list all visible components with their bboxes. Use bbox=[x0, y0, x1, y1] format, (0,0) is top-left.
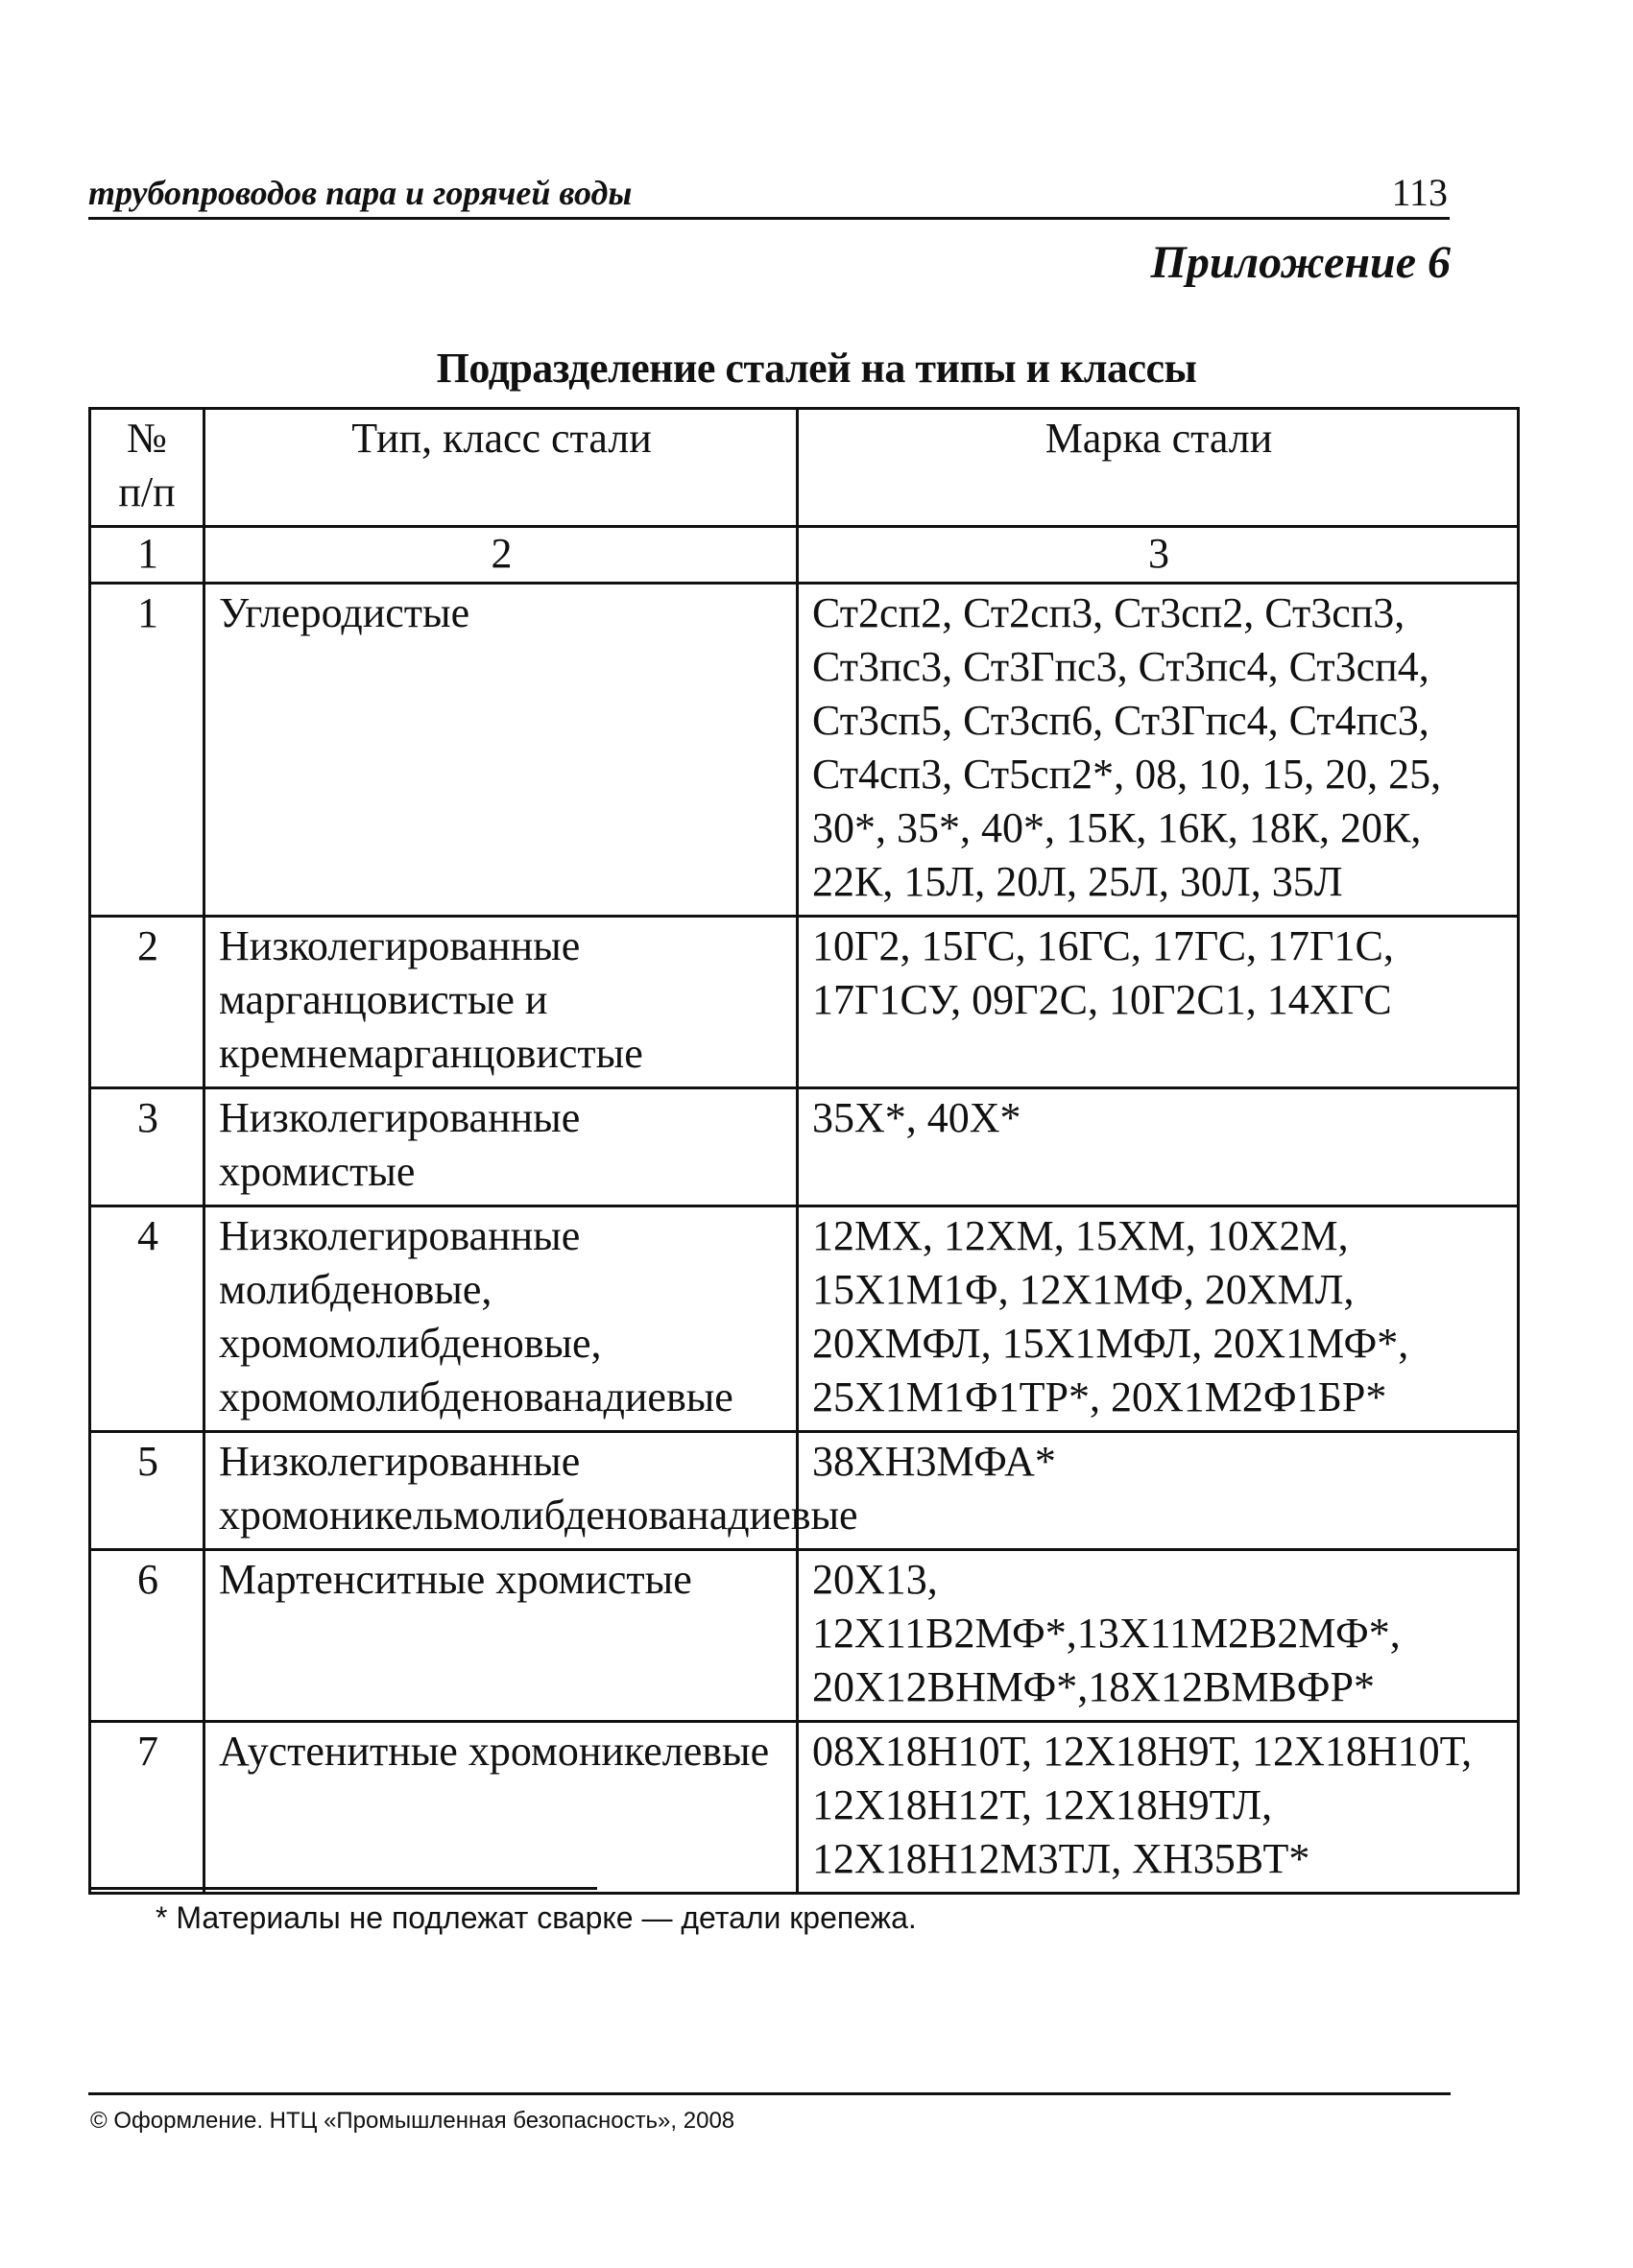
footer-divider bbox=[88, 2092, 1451, 2095]
steel-grades: 08Х18Н10Т, 12Х18Н9Т, 12Х18Н10Т, 12Х18Н12Т, 12Х18Н9ТЛ, 12Х18Н12М3ТЛ, ХН35ВТ* bbox=[798, 1722, 1519, 1894]
steel-type: Низколегированные хромоникельмолибденованадиевые bbox=[204, 1432, 798, 1550]
copyright-notice: © Оформление. НТЦ «Промышленная безопасность», 2008 bbox=[90, 2108, 735, 2134]
column-header-type: Тип, класс стали bbox=[204, 409, 798, 527]
row-number: 2 bbox=[90, 917, 204, 1088]
column-header-number-line2: п/п bbox=[118, 468, 176, 515]
running-title: трубопроводов пара и горячей воды bbox=[88, 174, 633, 212]
row-number: 6 bbox=[90, 1550, 204, 1722]
steel-type: Низколегированные молибденовые, хромомолибденовые, хромомолибденованадиевые bbox=[204, 1206, 798, 1432]
steel-type: Мартенситные хромистые bbox=[204, 1550, 798, 1722]
steel-grades: 38ХН3МФА* bbox=[798, 1432, 1519, 1550]
steel-grades: Ст2сп2, Ст2сп3, Ст3сп2, Ст3сп3, Ст3пс3, Ст3Гпс3, Ст3пс4, Ст3сп4, Ст3сп5, Ст3сп6, Ст3Гпс4, Ст4пс3, Ст4сп3, Ст5сп2*, 08, 10, 15, 20, 25, 30*, 35*, 40*, 15К, 16К, 18К, 20К, 22К, 15Л, 20Л, 25Л, 30Л, 35Л bbox=[798, 584, 1519, 917]
row-number: 3 bbox=[90, 1088, 204, 1206]
steel-grades: 20Х13, 12Х11В2МФ*,13Х11М2В2МФ*, 20Х12ВНМФ*,18Х12ВМВФР* bbox=[798, 1550, 1519, 1722]
column-header-grade: Марка стали bbox=[798, 409, 1519, 527]
table-row bbox=[90, 1206, 1519, 1432]
row-number: 1 bbox=[90, 584, 204, 917]
steel-grades: 35Х*, 40Х* bbox=[798, 1088, 1519, 1206]
running-header bbox=[88, 163, 1450, 220]
footnote: * Материалы не подлежат сварке — детали крепежа. bbox=[156, 1900, 917, 1935]
table-row bbox=[90, 584, 1519, 917]
table-row bbox=[90, 1088, 1519, 1206]
column-number-cell: 2 bbox=[204, 527, 798, 584]
column-number-cell: 3 bbox=[798, 527, 1519, 584]
steel-grades: 12МХ, 12ХМ, 15ХМ, 10Х2М, 15Х1М1Ф, 12Х1МФ, 20ХМЛ, 20ХМФЛ, 15Х1МФЛ, 20Х1МФ*, 25Х1М1Ф1ТР*, 20Х1М2Ф1БР* bbox=[798, 1206, 1519, 1432]
header-row bbox=[90, 409, 1519, 527]
page-number: 113 bbox=[1391, 171, 1448, 214]
steel-type: Углеродистые bbox=[204, 584, 798, 917]
table-row bbox=[90, 917, 1519, 1088]
column-number-row bbox=[90, 527, 1519, 584]
column-header-number-line1: № bbox=[127, 415, 167, 462]
column-number-cell: 1 bbox=[90, 527, 204, 584]
table-row bbox=[90, 1550, 1519, 1722]
table-row bbox=[90, 1432, 1519, 1550]
steel-type: Низколегированные марганцовистые и кремнемарганцовистые bbox=[204, 917, 798, 1088]
steel-classification-table bbox=[88, 407, 1520, 1895]
footnote-divider bbox=[88, 1887, 597, 1890]
table-title: Подразделение сталей на типы и классы bbox=[436, 345, 1197, 392]
steel-type: Аустенитные хромоникелевые bbox=[204, 1722, 798, 1894]
row-number: 7 bbox=[90, 1722, 204, 1894]
steel-type: Низколегированные хромистые bbox=[204, 1088, 798, 1206]
row-number: 4 bbox=[90, 1206, 204, 1432]
steel-grades: 10Г2, 15ГС, 16ГС, 17ГС, 17Г1С, 17Г1СУ, 09Г2С, 10Г2С1, 14ХГС bbox=[798, 917, 1519, 1088]
table-row bbox=[90, 1722, 1519, 1894]
row-number: 5 bbox=[90, 1432, 204, 1550]
appendix-label: Приложение 6 bbox=[1150, 237, 1451, 288]
column-header-number bbox=[90, 409, 204, 527]
